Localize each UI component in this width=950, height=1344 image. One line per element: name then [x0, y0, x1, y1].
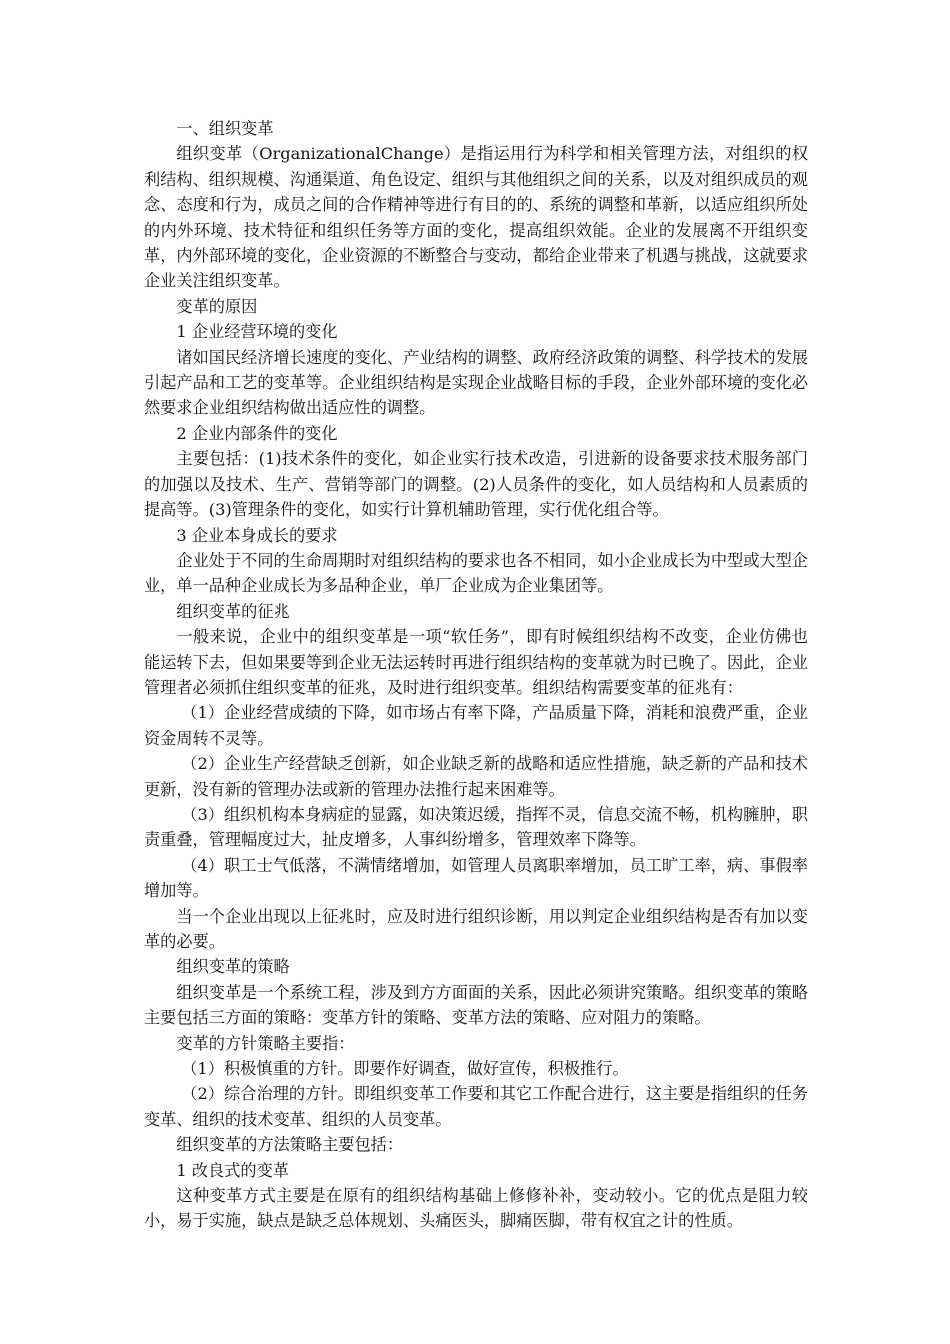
body-paragraph: 一般来说，企业中的组织变革是一项“软任务”，即有时候组织结构不改变，企业仿佛也能运转下去，但如果要等到企业无法运转时再进行组织结构的变革就为时已晚了。因此，企业管理者必须抓住组织变革的征兆，及时进行组织变革。组织结构需要变革的征兆有：: [144, 627, 808, 697]
section-heading: 组织变革的策略: [176, 957, 290, 977]
body-paragraph: 组织变革（OrganizationalChange）是指运用行为科学和相关管理方法，对组织的权利结构、组织规模、沟通渠道、角色设定、组织与其他组织之间的关系，以及对组织成员的观念、态度和行为，成员之间的合作精神等进行有目的的、系统的调整和革新，以适应组织所处的内外环境、技术特征和组织任务等方面的变化，提高组织效能。企业的发展离不开组织变革，内外部环境的变化，企业资源的不断整合与变动，都给企业带来了机遇与挑战，这就要求企业关注组织变革。: [144, 144, 808, 291]
body-paragraph: 当一个企业出现以上征兆时，应及时进行组织诊断，用以判定企业组织结构是否有加以变革的必要。: [144, 906, 808, 951]
section-heading: 3 企业本身成长的要求: [176, 525, 338, 545]
section-heading: 变革的方针策略主要指：: [176, 1033, 355, 1053]
list-item: （1）积极慎重的方针。即要作好调查，做好宣传，积极推行。: [181, 1059, 629, 1079]
document-page: [144, 116, 808, 1234]
list-item: （2）企业生产经营缺乏创新，如企业缺乏新的战略和适应性措施，缺乏新的产品和技术更新，没有新的管理办法或新的管理办法推行起来困难等。: [144, 754, 808, 799]
body-paragraph: 组织变革是一个系统工程，涉及到方方面面的关系，因此必须讲究策略。组织变革的策略主要包括三方面的策略：变革方针的策略、变革方法的策略、应对阻力的策略。: [144, 982, 808, 1028]
section-heading: 组织变革的征兆: [176, 601, 290, 621]
section-heading: 变革的原因: [176, 296, 258, 316]
body-paragraph: 这种变革方式主要是在原有的组织结构基础上修修补补，变动较小。它的优点是阻力较小，易于实施，缺点是缺乏总体规划、头痛医头，脚痛医脚，带有权宜之计的性质。: [144, 1186, 808, 1231]
list-item: （4）职工士气低落，不满情绪增加，如管理人员离职率增加，员工旷工率，病、事假率增加等。: [144, 855, 808, 901]
body-paragraph: 主要包括：(1)技术条件的变化，如企业实行技术改造，引进新的设备要求技术服务部门的加强以及技术、生产、营销等部门的调整。(2)人员条件的变化，如人员结构和人员素质的提高等。(3)管理条件的变化，如实行计算机辅助管理，实行优化组合等。: [144, 449, 808, 520]
section-heading: 一、组织变革: [176, 119, 274, 138]
body-paragraph: 企业处于不同的生命周期时对组织结构的要求也各不相同，如小企业成长为中型或大型企业，单一品种企业成长为多品种企业，单厂企业成为企业集团等。: [144, 550, 808, 596]
body-paragraph: 诸如国民经济增长速度的变化、产业结构的调整、政府经济政策的调整、科学技术的发展引起产品和工艺的变革等。企业组织结构是实现企业战略目标的手段，企业外部环境的变化必然要求企业组织结构做出适应性的调整。: [144, 347, 808, 418]
list-item: （3）组织机构本身病症的显露，如决策迟缓，指挥不灵，信息交流不畅，机构臃肿，职责重叠，管理幅度过大，扯皮增多，人事纠纷增多，管理效率下降等。: [144, 804, 808, 850]
section-heading: 1 企业经营环境的变化: [176, 322, 338, 342]
section-heading: 组织变革的方法策略主要包括：: [176, 1135, 404, 1155]
list-item: （2）综合治理的方针。即组织变革工作要和其它工作配合进行，这主要是指组织的任务变革、组织的技术变革、组织的人员变革。: [144, 1084, 808, 1129]
section-heading: 1 改良式的变革: [176, 1160, 289, 1180]
section-heading: 2 企业内部条件的变化: [176, 423, 338, 443]
list-item: （1）企业经营成绩的下降，如市场占有率下降，产品质量下降，消耗和浪费严重，企业资金周转不灵等。: [144, 703, 808, 748]
